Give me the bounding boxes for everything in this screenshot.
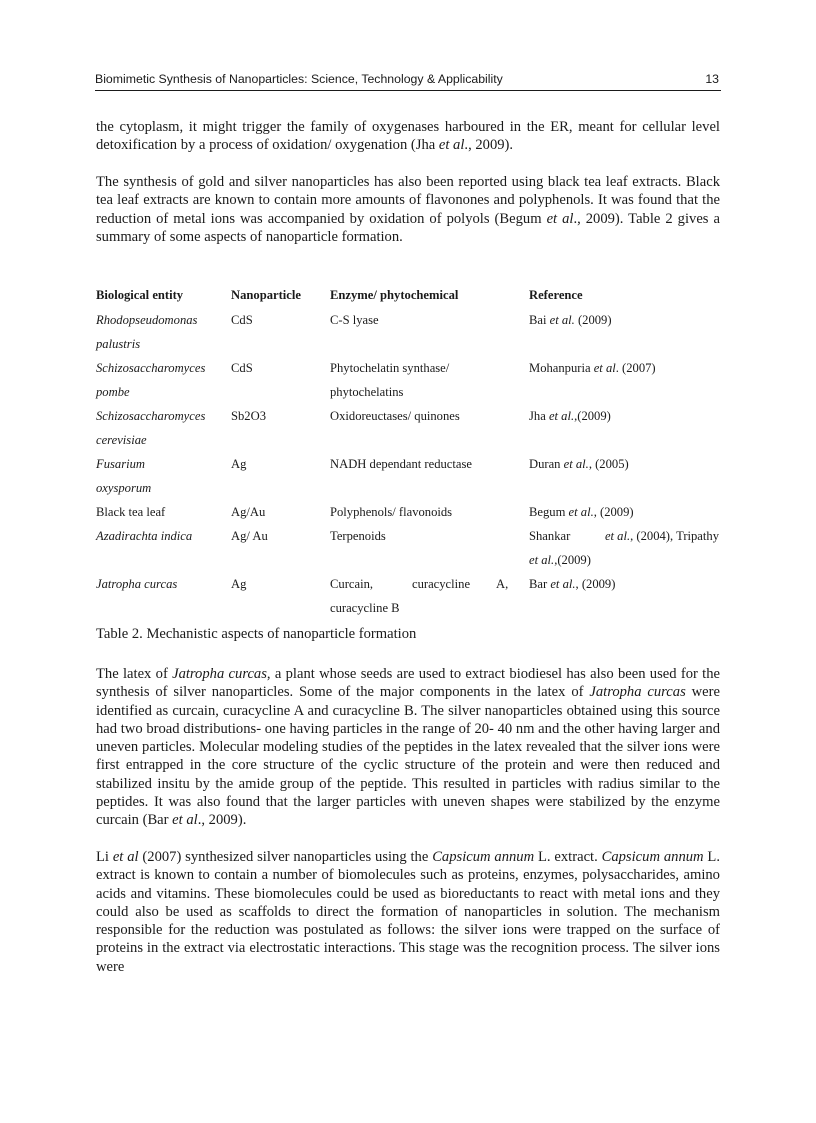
enzyme-cell: Oxidoreuctases/ quinones: [330, 409, 460, 423]
para2-line: ., 2009). Table 2 gives a summary of some aspects of nanoparticle: [96, 210, 720, 245]
reference-cell: Shankar et al., (2004), Tripathy: [529, 529, 719, 543]
reference-cell: et al.,(2009): [529, 553, 591, 567]
entity-cell: Schizosaccharomyces: [96, 409, 206, 423]
entity-cell: palustris: [96, 337, 141, 351]
entity-cell: oxysporum: [96, 481, 152, 495]
entity-cell: cerevisiae: [96, 433, 147, 447]
para2-italic: et al: [546, 210, 574, 227]
para2-line: formation.: [341, 228, 403, 245]
reference-cell: Begum et al., (2009): [529, 505, 634, 519]
reference-cell: Duran et al., (2005): [529, 457, 629, 471]
reference-cell: Bai et al. (2009): [529, 313, 612, 327]
enzyme-cell: phytochelatins: [330, 385, 404, 399]
enzyme-cell: Curcain,: [330, 577, 374, 591]
paragraph-2: [96, 173, 720, 246]
entity-cell: Schizosaccharomyces: [96, 361, 206, 375]
paragraph-1: [96, 118, 720, 155]
para2-line: extracts. Black tea leaf extracts are known to contain more amounts of flavonones and: [96, 174, 720, 209]
paragraph-3: The latex of Jatropha curcas, a plant whose seeds are used to extract biodiesel has also been used for the synthesis of silver nanoparticles. Some of the major components in the latex of Jatropha curcas were identified as curcain, curacycline A and curacycline B. The silver nanoparticles obtained using this source had two broad distributions- one having particles in the range of 20- 40 nm and the other having larger and uneven particles. Molecular modeling studies of the peptides in the latex revealed that the silver ions were first entrapped in the core structure of the cyclic structure of the protein and were then reduced and stabilized insitu by the amide group of the peptide. This resulted in particles with radius similar to the peptides. It was also found that the larger particles with uneven shapes were stabilized by the enzyme curcain (Bar et al., 2009).: [96, 666, 721, 829]
entity-cell: Rhodopseudomonas: [96, 313, 198, 327]
nanoparticle-cell: CdS: [231, 361, 253, 375]
table-header-nanoparticle: Nanoparticle: [231, 288, 301, 302]
reference-cell: Mohanpuria et al. (2007): [529, 361, 656, 375]
enzyme-cell: NADH dependant reductase: [330, 457, 472, 471]
entity-cell: pombe: [96, 385, 130, 399]
enzyme-cell: Terpenoids: [330, 529, 386, 543]
enzyme-cell: Phytochelatin synthase/: [330, 361, 450, 375]
nanoparticle-cell: CdS: [231, 313, 253, 327]
entity-cell: Fusarium: [96, 457, 145, 471]
para2-line: The synthesis of gold and silver nanoparticles has also been reported using black tea leaf: [96, 174, 628, 190]
running-header: [95, 72, 721, 91]
entity-cell: Black tea leaf: [96, 505, 166, 519]
enzyme-cell: A,: [496, 577, 509, 591]
reference-cell: Bar et al., (2009): [529, 577, 616, 591]
table-header-enzyme: Enzyme/ phytochemical: [330, 288, 459, 302]
header-title: Biomimetic Synthesis of Nanoparticles: Science, Technology & Applicability: [95, 72, 503, 86]
para1-line: cellular level detoxification by a process of oxidation/ oxygenation (Jha: [96, 119, 720, 154]
para1-line: the cytoplasm, it might trigger the family of oxygenases harboured in the ER, meant for: [96, 119, 637, 135]
entity-cell: Azadirachta indica: [96, 529, 193, 543]
nanoparticle-cell: Ag/Au: [231, 505, 266, 519]
table-header-reference: Reference: [529, 288, 583, 302]
nanoparticle-cell: Sb2O3: [231, 409, 266, 423]
para1-italic: et al: [438, 137, 465, 154]
para2-line: polyols (Begum: [446, 210, 547, 227]
nanoparticle-cell: Ag: [231, 577, 247, 591]
enzyme-cell: curacycline B: [330, 601, 400, 615]
table-header-entity: Biological entity: [96, 288, 184, 302]
nanoparticle-cell: Ag/ Au: [231, 529, 268, 543]
reference-cell: Jha et al.,(2009): [529, 409, 611, 423]
table-caption: Table 2. Mechanistic aspects of nanoparticle formation: [96, 626, 417, 642]
page-number: 13: [705, 72, 719, 86]
paragraph-4: Li et al (2007) synthesized silver nanoparticles using the Capsicum annum L. extract. Capsicum annum L. extract is known to contain a number of biomolecules such as proteins, enzymes, polysaccharides, amino acids and vitamins. These biomolecules could be used as bioreductants to react with metal ions and they could also be used as scaffolds to direct the formation of nanoparticles in solution. The mechanism responsible for the reduction was postulated as follows: the silver ions were trapped on the surface of proteins in the extract via electrostatic interactions. This stage was the recognition process. The silver ions were: [96, 849, 720, 975]
enzyme-cell: C-S lyase: [330, 313, 379, 327]
entity-cell: Jatropha curcas: [96, 577, 178, 591]
enzyme-cell: curacycline: [412, 577, 471, 591]
para2-line: polyphenols. It was found that the reduction of metal ions was accompanied by oxidation of: [96, 192, 721, 227]
nanoparticle-cell: Ag: [231, 457, 247, 471]
para1-line: ., 2009).: [464, 137, 514, 154]
enzyme-cell: Polyphenols/ flavonoids: [330, 505, 453, 519]
